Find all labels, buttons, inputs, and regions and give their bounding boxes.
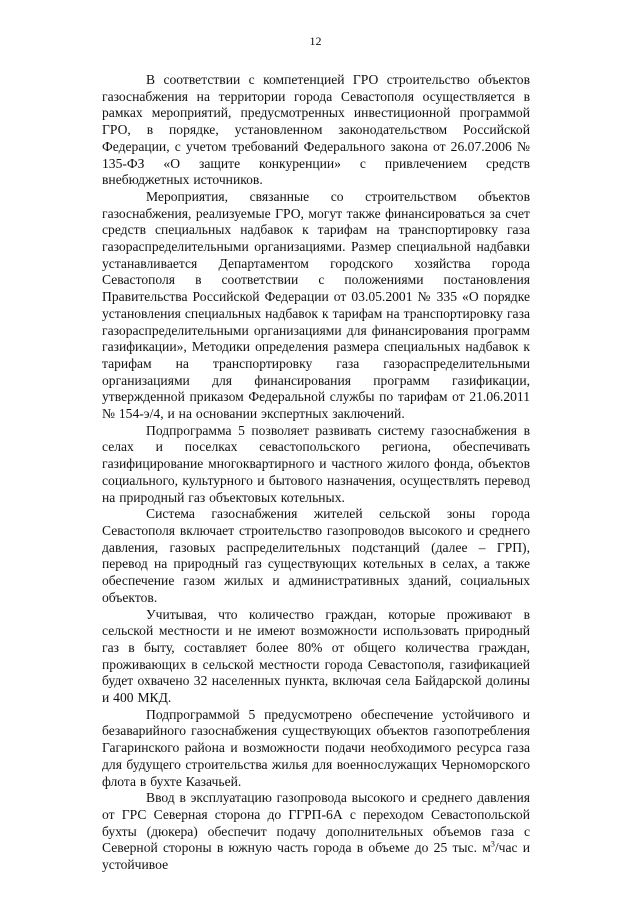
page-number: 12 [309, 34, 322, 48]
paragraph-3: Подпрограмма 5 позволяет развивать систему газоснабжения в селах и поселках севастопольского региона, обеспечивать газифицирование многоквартирного и частного жилого фонда, объектов социального, культурного и бытового назначения, осуществлять перевод на природный газ объектовых котельных. [102, 422, 530, 505]
body-text [102, 72, 530, 874]
paragraph-4: Система газоснабжения жителей сельской зоны города Севастополя включает строительство газопроводов высокого и среднего давления, газовых распределительных подстанций (далее – ГРП), перевод на природный газ существующих котельных в селах, а также обеспечение газом жилых и административных зданий, социальных объектов. [102, 506, 530, 605]
paragraph-5: Учитывая, что количество граждан, которые проживают в сельской местности и не имеют возможности использовать природный газ в быту, составляет более 80% от общего количества граждан, проживающих в сельской местности города Севастополя, газификацией будет охвачено 32 населенных пункта, включая села Байдарской долины и 400 МКД. [102, 606, 530, 706]
paragraph-2: Мероприятия, связанные со строительством объектов газоснабжения, реализуемые ГРО, могут также финансироваться за счет средств специальных надбавок к тарифам на транспортировку газа газораспределительными организациями. Размер специальной надбавки устанавливается Департаментом городского хозяйства города Севастополя в соответствии с положениями постановления Правительства Российской Федерации от 03.05.2001 № 335 «О порядке установления специальных надбавок к тарифам на транспортировку газа газораспределительными организациями для финансирования программ газификации», Методики определения размера специальных надбавок к тарифам на транспортировку газа газораспределительными организациями для финансирования программ газификации, утвержденной приказом Федеральной службы по тарифам от 21.06.2011 № 154-э/4, и на основании экспертных заключений. [102, 188, 530, 422]
paragraph-6: Подпрограммой 5 предусмотрено обеспечение устойчивого и безаварийного газоснабжения существующих объектов газопотребления Гагаринского района и возможности подачи необходимого ресурса газа для будущего строительства жилья для военнослужащих Черноморского флота в бухте Казачьей. [102, 706, 530, 789]
cubic-superscript: 3 [490, 839, 495, 849]
paragraph-7 [102, 790, 530, 874]
paragraph-7-text: Ввод в эксплуатацию газопровода высокого и среднего давления от ГРС Северная сторона до ГГРП-6А с переходом Севастопольской бухты (дюкера) обеспечит подачу дополнительных объемов газа с Северной стороны в южную часть города в объеме до 25 тыс. м [102, 790, 530, 856]
paragraph-1: В соответствии с компетенцией ГРО строительство объектов газоснабжения на территории города Севастополя осуществляется в рамках мероприятий, предусмотренных инвестиционной программой ГРО, в порядке, установленном законодательством Российской Федерации, с учетом требований Федерального закона от 26.07.2006 № 135-ФЗ «О защите конкуренции» с привлечением средств внебюджетных источников. [102, 72, 530, 188]
paragraph-7-tail: /час и устойчивое [102, 840, 531, 873]
